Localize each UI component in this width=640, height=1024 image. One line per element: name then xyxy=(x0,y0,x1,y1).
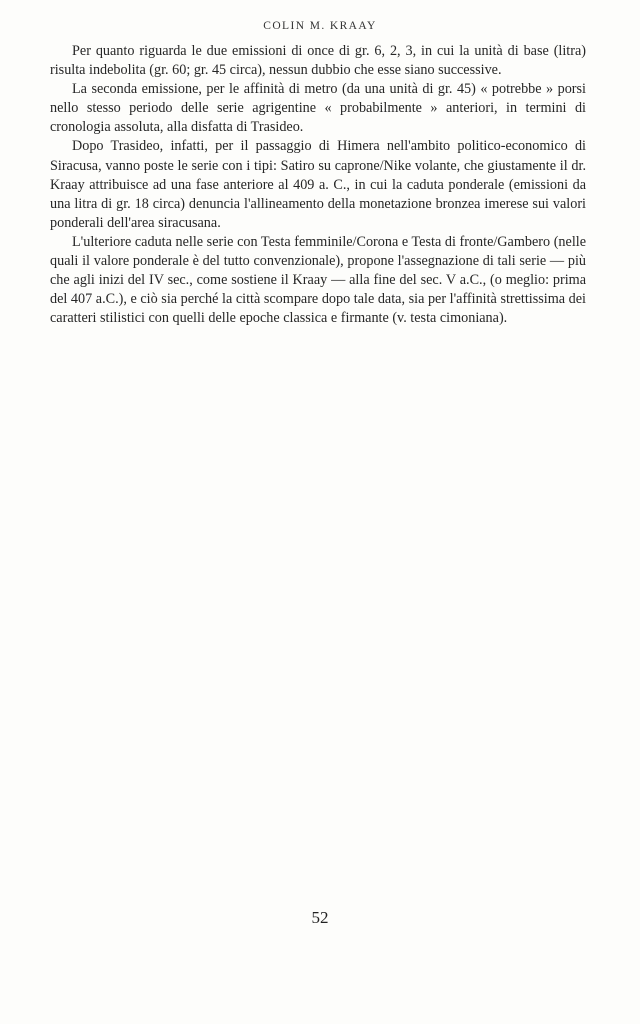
paragraph: La seconda emissione, per le affinità di metro (da una unità di gr. 45) « potrebbe » porsi nello stesso periodo delle serie agrigentine « probabilmente » anteriori, in termini di cronologia assoluta, alla disfatta di Trasideo. xyxy=(50,81,586,136)
running-head: COLIN M. KRAAY xyxy=(263,20,377,32)
page-number: 52 xyxy=(311,908,329,927)
paragraph: Dopo Trasideo, infatti, per il passaggio di Himera nell'ambito politico-economico di Siracusa, vanno poste le serie con i tipi: Satiro su caprone/Nike volante, che giustamente il dr. Kraay attribuisce ad una fase anteriore al 409 a. C., in cui la caduta ponderale (emissioni da una litra di gr. 18 circa) denuncia l'allineamento della monetazione bronzea imerese sui valori ponderali dell'area siracusana. xyxy=(50,138,586,231)
body-text xyxy=(50,42,586,328)
paragraph: Per quanto riguarda le due emissioni di once di gr. 6, 2, 3, in cui la unità di base (litra) risulta indebolita (gr. 60; gr. 45 circa), nessun dubbio che esse siano successive. xyxy=(50,43,586,79)
paragraph: L'ulteriore caduta nelle serie con Testa femminile/Corona e Testa di fronte/Gambero (nelle quali il valore ponderale è del tutto convenzionale), propone l'assegnazione di tali serie — più che agli inizi del IV sec., come sostiene il Kraay — alla fine del sec. V a.C., (o meglio: prima del 407 a.C.), e ciò sia perché la città scompare dopo tale data, sia per l'affinità strettissima dei caratteri stilistici con quelli delle epoche classica e firmante (v. testa cimoniana). xyxy=(50,233,586,327)
